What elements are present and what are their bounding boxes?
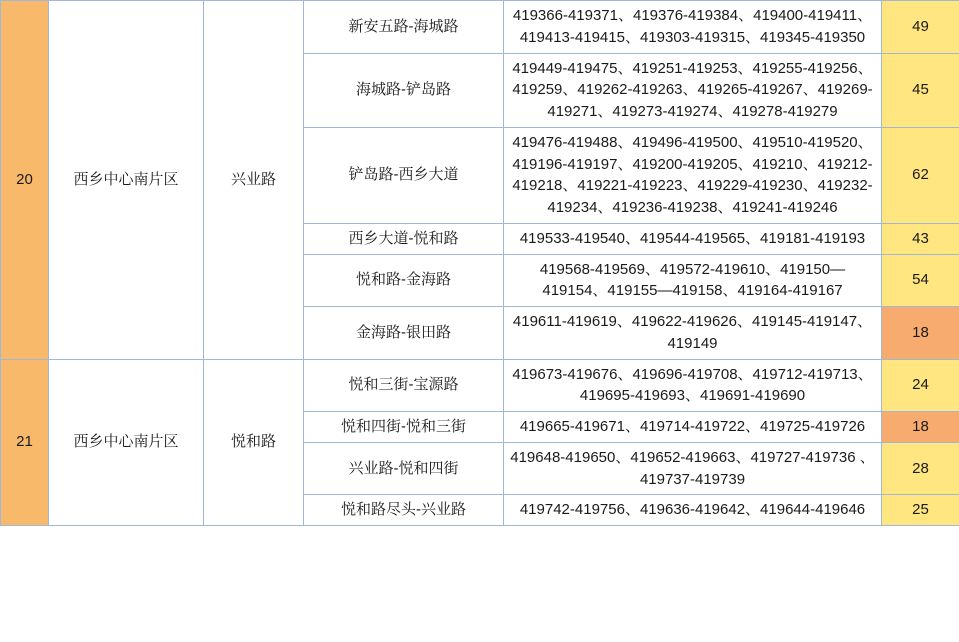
count-cell: 43 [882, 223, 959, 254]
count-cell: 49 [882, 1, 959, 54]
count-cell: 62 [882, 127, 959, 223]
count-cell: 18 [882, 307, 959, 360]
number-range-cell: 419366-419371、419376-419384、419400-419411、419413-419415、419303-419315、419345-419350 [504, 1, 882, 54]
segment-cell: 悦和路尽头-兴业路 [304, 495, 504, 526]
segment-cell: 悦和三街-宝源路 [304, 359, 504, 412]
count-cell: 54 [882, 254, 959, 307]
number-range-cell: 419449-419475、419251-419253、419255-419256、419259、419262-419263、419265-419267、419269-419271、419273-419274、419278-419279 [504, 53, 882, 127]
number-range-cell: 419742-419756、419636-419642、419644-419646 [504, 495, 882, 526]
segment-cell: 金海路-银田路 [304, 307, 504, 360]
count-cell: 28 [882, 442, 959, 495]
table-body [1, 1, 959, 526]
count-cell: 24 [882, 359, 959, 412]
count-cell: 18 [882, 412, 959, 443]
segment-cell: 铲岛路-西乡大道 [304, 127, 504, 223]
number-range-cell: 419568-419569、419572-419610、419150—419154、419155—419158、419164-419167 [504, 254, 882, 307]
segment-cell: 悦和四街-悦和三街 [304, 412, 504, 443]
segment-cell: 西乡大道-悦和路 [304, 223, 504, 254]
count-cell: 45 [882, 53, 959, 127]
table-row [1, 1, 959, 54]
row-index-cell: 20 [1, 1, 49, 360]
segment-cell: 海城路-铲岛路 [304, 53, 504, 127]
number-range-cell: 419611-419619、419622-419626、419145-419147、419149 [504, 307, 882, 360]
segment-cell: 兴业路-悦和四街 [304, 442, 504, 495]
number-range-cell: 419476-419488、419496-419500、419510-419520、419196-419197、419200-419205、419210、419212-419218、419221-419223、419229-419230、419232-419234、419236-419238、419241-419246 [504, 127, 882, 223]
row-index-cell: 21 [1, 359, 49, 526]
number-range-cell: 419665-419671、419714-419722、419725-419726 [504, 412, 882, 443]
district-cell: 西乡中心南片区 [49, 1, 204, 360]
road-cell: 兴业路 [204, 1, 304, 360]
number-range-cell: 419533-419540、419544-419565、419181-419193 [504, 223, 882, 254]
segment-cell: 悦和路-金海路 [304, 254, 504, 307]
count-cell: 25 [882, 495, 959, 526]
road-cell: 悦和路 [204, 359, 304, 526]
segment-cell: 新安五路-海城路 [304, 1, 504, 54]
district-cell: 西乡中心南片区 [49, 359, 204, 526]
table-row [1, 359, 959, 412]
number-range-cell: 419648-419650、419652-419663、419727-419736 、419737-419739 [504, 442, 882, 495]
number-range-cell: 419673-419676、419696-419708、419712-419713、419695-419693、419691-419690 [504, 359, 882, 412]
